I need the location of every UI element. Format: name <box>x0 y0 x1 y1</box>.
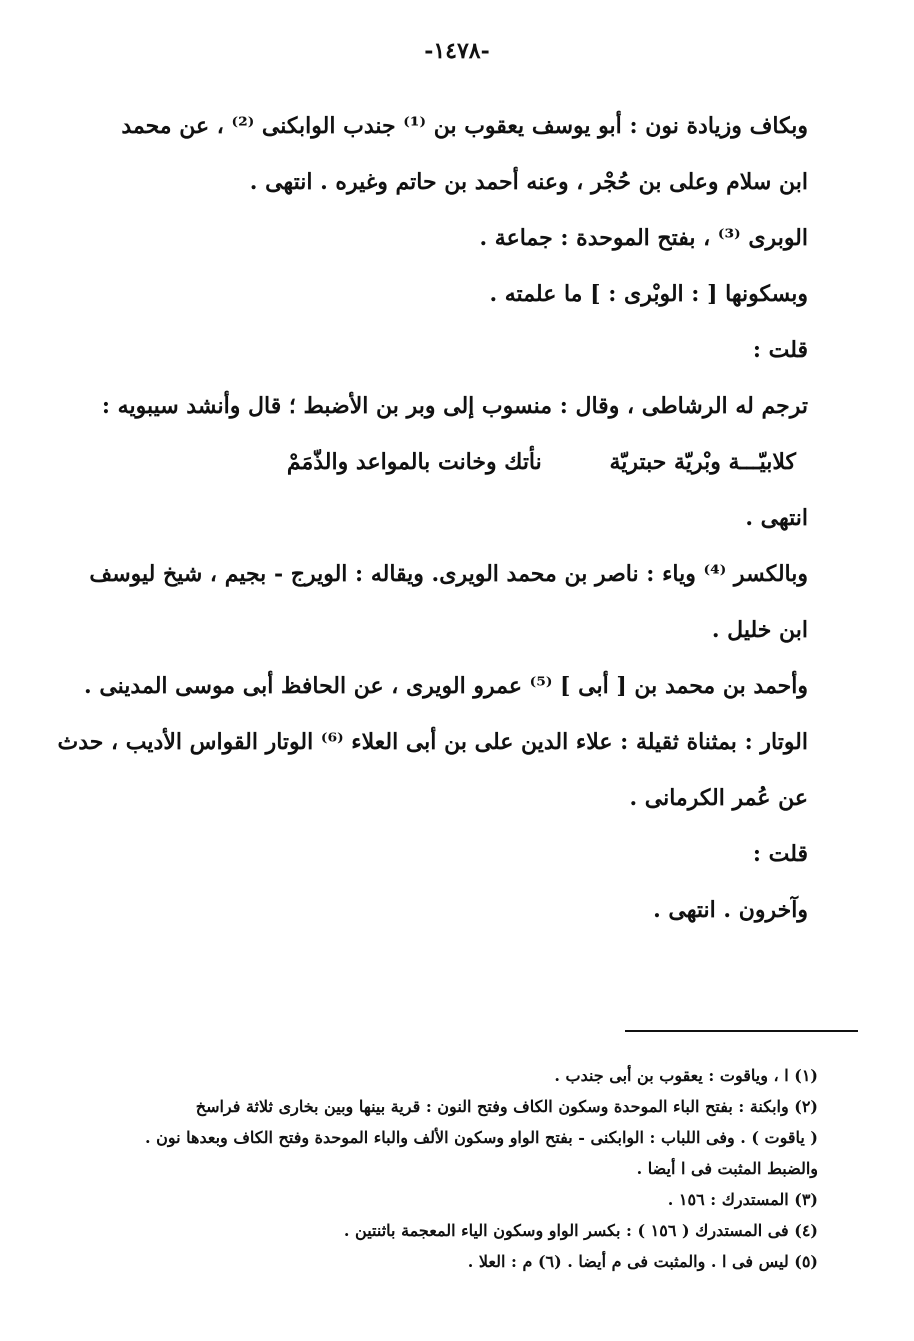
body-line: وبسكونها [ : الوبْرى : ] ما علمته . <box>489 281 808 307</box>
body-line: عن عُمر الكرمانى . <box>629 785 808 811</box>
footnote: ( ياقوت ) . وفى اللباب : الوابكنى - بفتح الواو وسكون الألف والباء الموحدة وفتح الكاف وبعدها نون . <box>144 1128 818 1147</box>
footnote: (٢) وابكنة : بفتح الباء الموحدة وسكون الكاف وفتح النون : قرية بينها وبين بخارى ثلاثة فراسخ <box>195 1097 818 1116</box>
body-line: ابن سلام وعلى بن حُجْر ، وعنه أحمد بن حاتم وغيره . انتهى . <box>249 169 808 195</box>
footnote: والضبط المثبت فى ا أيضا . <box>636 1159 818 1178</box>
footnotes <box>130 1060 818 1277</box>
footnote: (٥) ليس فى ا . والمثبت فى م أيضا . (٦) م : العلا . <box>467 1252 818 1271</box>
body-line: قلت : <box>752 841 808 867</box>
body-line: انتهى . <box>745 505 808 531</box>
body-line: الوبرى ⁽³⁾ ، بفتح الموحدة : جماعة . <box>479 225 808 251</box>
body-line: ترجم له الرشاطى ، وقال : منسوب إلى وبر بن الأضبط ؛ قال وأنشد سيبويه : <box>101 393 808 419</box>
verse-hemistich-first: كلابيّـــة وبْريّة حبتريّة <box>609 449 796 475</box>
poetry-verse <box>118 434 796 490</box>
body-line: وبكاف وزيادة نون : أبو يوسف يعقوب بن ⁽¹⁾ جندب الوابكنى ⁽²⁾ ، عن محمد <box>121 113 808 139</box>
body-line: وأحمد بن محمد بن [ أبى ] ⁽⁵⁾ عمرو الويرى ، عن الحافظ أبى موسى المدينى . <box>84 673 808 699</box>
main-text <box>57 98 808 938</box>
footnote: (٣) المستدرك : ١٥٦ . <box>667 1190 818 1209</box>
footnote: (٤) فى المستدرك ( ١٥٦ ) : بكسر الواو وسكون الياء المعجمة باثنتين . <box>343 1221 818 1240</box>
footnote: (١) ا ، وياقوت : يعقوب بن أبى جندب . <box>554 1066 818 1085</box>
body-line: وبالكسر ⁽⁴⁾ وياء : ناصر بن محمد الويرى. ويقاله : الويرج - بجيم ، شيخ ليوسف <box>89 561 808 587</box>
footnote-separator <box>625 1030 858 1032</box>
body-line: قلت : <box>752 337 808 363</box>
body-line: وآخرون . انتهى . <box>653 897 808 923</box>
body-line: ابن خليل . <box>711 617 808 643</box>
verse-hemistich-second: نأتك وخانت بالمواعد والذّمَمْ <box>286 449 542 475</box>
body-line: الوتار : بمثناة ثقيلة : علاء الدين على بن أبى العلاء ⁽⁶⁾ الوتار القواس الأديب ، حدث <box>57 729 808 755</box>
page-number: -١٤٧٨- <box>424 38 490 64</box>
